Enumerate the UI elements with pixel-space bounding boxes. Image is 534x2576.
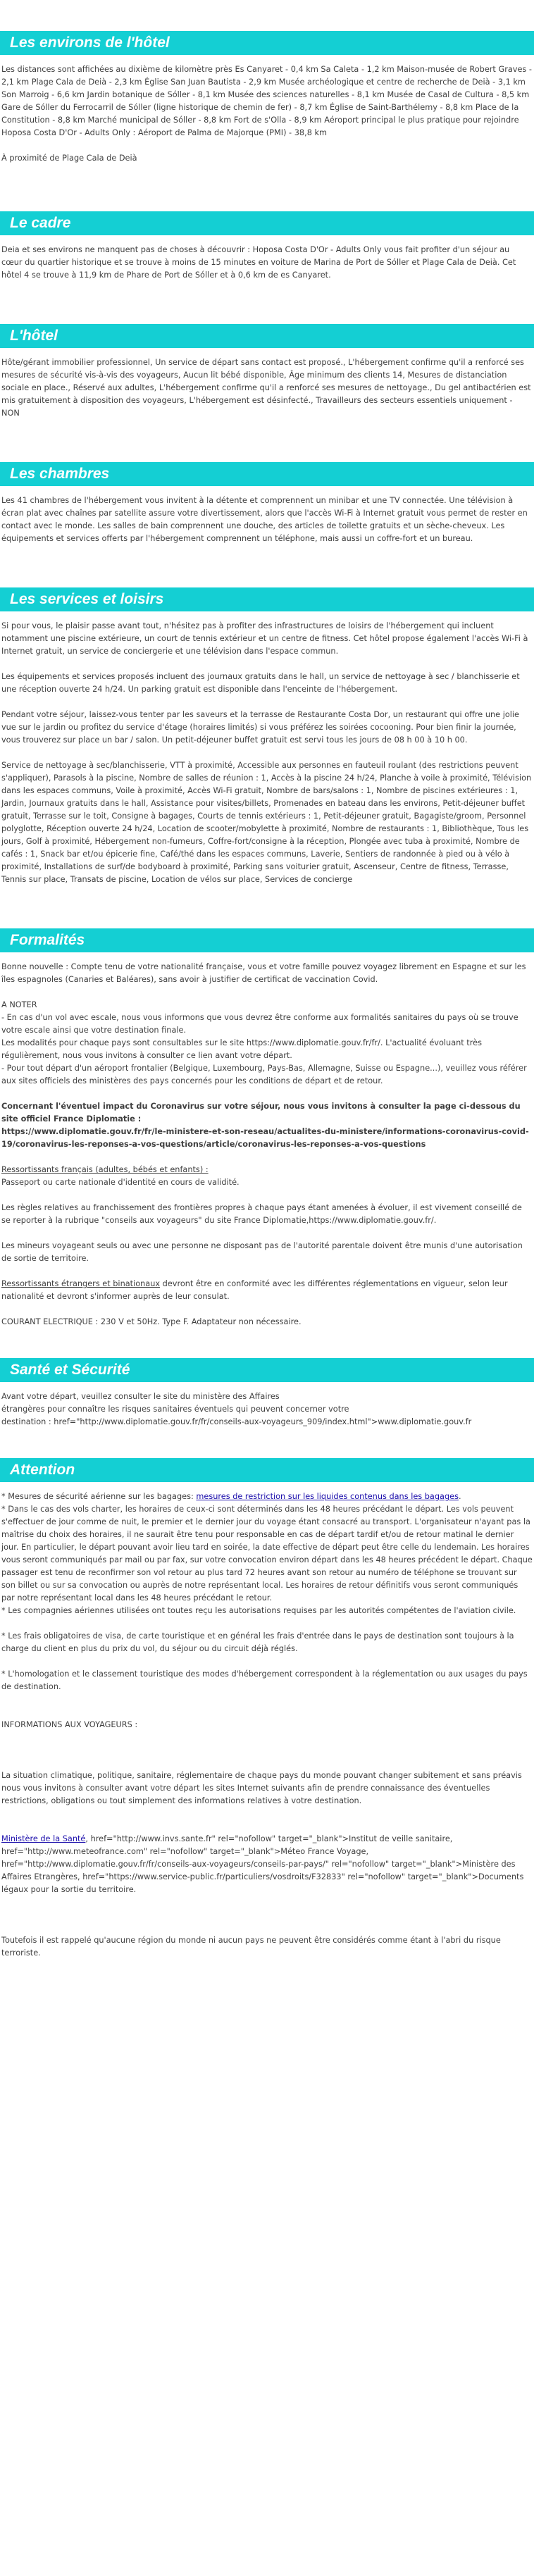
section-title-hotel: L'hôtel [0, 324, 534, 348]
section-title-sante: Santé et Sécurité [0, 1358, 534, 1382]
section-chambres [0, 486, 534, 545]
mesures-securite [1, 1491, 533, 1503]
services-list: Service de nettoyage à sec/blanchisserie, VTT à proximité, Accessible aux personnes en fauteuil roulant (des restrictions peuvent s'appliquer), Parasols à la piscine, Nombre de salles de réunion : 1, Accès à la piscine 24 h/24, Planche à voile à proximité, Télévision dans les espaces communs, Voile à proximité, Accès Wi-Fi gratuit, Nombre de bars/salons : 1, Nombre de piscines extérieures : 1, Jardin, Journaux gratuits dans le hall, Assistance pour visites/billets, Promenades en bateau dans les environs, Petit-déjeuner buffet gratuit, Terrasse sur le toit, Consigne à bagages, Courts de tennis extérieurs : 1, Petit-déjeuner gratuit, Bagagiste/groom, Personnel polyglotte, Réception ouverte 24 h/24, Location de scooter/mobylette à proximité, Nombre de restaurants : 1, Bibliothèque, Tous les jours, Golf à proximité, Hébergement non-fumeurs, Coffre-fort/consigne à la réception, Plongée avec tuba à proximité, Nombre de cafés : 1, Snack bar et/ou épicerie fine, Café/thé dans les espaces communs, Laverie, Sentiers de randonnée à pied ou à vélo à proximité, Installations de surf/de bodyboard à proximité, Parking sans voiturier gratuit, Ascenseur, Centre de fitness, Terrasse, Tennis sur place, Transats de piscine, Location de vélos sur place, Services de concierge [1, 761, 532, 884]
mesures-suffix: . [458, 1492, 461, 1501]
services-leisure: Si pour vous, le plaisir passe avant tout, n'hésitez pas à profiter des infrastructures de loisirs de l'hébergement qui incluent notamment une piscine extérieure, un court de tennis extérieur et un centre de fitness. Cet hôtel propose également l'accès Wi-Fi à Internet gratuit, un service de conciergerie et une télévision dans l'espace commun. [1, 621, 528, 656]
ministere-sante-link[interactable]: Ministère de la Santé [1, 1834, 86, 1843]
compagnies-aeriennes: * Les compagnies aériennes utilisées ont toutes reçu les autorisations requises par les autorités compétentes de l'aviation civile. [1, 1606, 516, 1615]
services-restaurant: Pendant votre séjour, laissez-vous tenter par les saveurs et la terrasse de Restaurante Costa Dor, un restaurant qui offre une jolie vue sur le jardin ou profitez du service d'étage (horaires limités) si vous préférez les soirées cocooning. Pour bien finir la journée, vous trouverez sur place un bar / salon. Un petit-déjeuner buffet gratuit est servi tous les jours de 08 h 00 à 10 h 00. [1, 710, 519, 745]
section-services [0, 611, 534, 886]
section-title-services: Les services et loisirs [0, 587, 534, 611]
vols-charter: * Dans le cas des vols charter, les horaires de ceux-ci sont déterminés dans les 48 heures précédant le départ. Les vols peuvent s'effectuer de jour comme de nuit, le premier et le dernier jour du voyage étant consacré au transport. L'organisateur n'ayant pas la maîtrise du choix des horaires, il ne saurait être tenu pour responsable en cas de départ tardif et/ou de retour matinal le dernier jour. En particulier, le départ pouvant avoir lieu tard en soirée, la date effective de départ peut être celle du lendemain. Les horaires vous seront communiqués par mail ou par fax, sur votre convocation environ départ dans les 48 heures précédent le départ. Chaque passager est tenu de reconfirmer son vol retour au plus tard 72 heures avant son retour au numéro de téléphone se trouvant sur son billet ou sur sa convocation ou auprès de notre représentant local. Les horaires de retour définitifs vous seront communiqués par notre représentant local dans les 48 heures précédant le retour. [1, 1505, 533, 1603]
section-title-environs: Les environs de l'hôtel [0, 31, 534, 55]
sante-line-2: étrangères pour connaître les risques sanitaires éventuels qui peuvent concerner votre [1, 1405, 349, 1414]
note-title: A NOTER [1, 1000, 37, 1009]
section-cadre [0, 235, 534, 282]
mineurs-text: Les mineurs voyageant seuls ou avec une personne ne disposant pas de l'autorité parentale doivent être munis d'une autorisation de sortie de territoire. [1, 1241, 523, 1263]
covid-link[interactable]: https://www.diplomatie.gouv.fr/fr/le-ministere-et-son-reseau/actualites-du-ministere/informations-coronavirus-covid-19/coronavirus-les-reponses-a-vos-questions/article/coronavirus-les-reponses-a-vos-questions [1, 1127, 529, 1149]
services-equipment: Les équipements et services proposés incluent des journaux gratuits dans le hall, un service de nettoyage à sec / blanchisserie et une réception ouverte 24 h/24. Un parking gratuit est disponible dans l'enceinte de l'hébergement. [1, 672, 520, 694]
hotel-text: Hôte/gérant immobilier professionnel, Un service de départ sans contact est proposé., L'hébergement confirme qu'il a renforcé ses mesures de sécurité vis-à-vis des voyageurs, Aucun lit bébé disponible, Âge minimum des clients 14, Mesures de distanciation sociale en place., Réservé aux adultes, L'hébergement confirme qu'il a renforcé ses mesures de nettoyage., Du gel antibactérien est mis gratuitement à disposition des voyageurs, L'hébergement est désinfecté., Travailleurs des secteurs essentiels uniquement - NON [1, 358, 531, 418]
consulter-text: nous vous invitons à consulter avant votre départ les sites Internet suivants afin de prendre connaissance des éventuelles restrictions, obligations ou tout simplement des informations relatives à votre destination. [1, 1784, 490, 1805]
formalites-intro: Bonne nouvelle : Compte tenu de votre nationalité française, vous et votre famille pouvez voyagez librement en Espagne et sur les îles espagnoles (Canaries et Baléares), sans avoir à justifier de certificat de vaccination Covid. [1, 962, 526, 984]
covid-title: Concernant l'éventuel impact du Coronavirus sur votre séjour, nous vous invitons à consulter la page ci-dessous du site officiel France Diplomatie : [1, 1102, 521, 1124]
sante-line-1: Avant votre départ, veuillez consulter le site du ministère des Affaires [1, 1392, 280, 1401]
section-environs [0, 55, 534, 165]
regles-frontieres: Les règles relatives au franchissement des frontières propres à chaque pays étant amenées à évoluer, il est vivement conseillé de se reporter à la rubrique "conseils aux voyageurs" du site France Diplomatie,https://www.diplomatie.gouv.fr/. [1, 1203, 522, 1225]
informations-voyageurs-title: INFORMATIONS AUX VOYAGEURS : [1, 1720, 138, 1729]
section-sante [0, 1382, 534, 1429]
cadre-text: Deia et ses environs ne manquent pas de choses à découvrir : Hoposa Costa D'Or - Adults Only vous fait profiter d'un séjour au cœur du quartier historique et se trouve à moins de 15 minutes en voiture de Marina de Port de Sóller et Plage Cala de Deià. Cet hôtel 4 se trouve à 11,9 km de Phare de Port de Sóller et à 0,6 km de es Canyaret. [1, 245, 516, 280]
courant-electrique: COURANT ELECTRIQUE : 230 V et 50Hz. Type F. Adaptateur non nécessaire. [1, 1317, 302, 1326]
note-aeroport-frontalier: - Pour tout départ d'un aéroport frontalier (Belgique, Luxembourg, Pays-Bas, Allemagne, Suisse ou Espagne...), veuillez vous référer aux sites officiels des ministères des pays concernés pour les conditions de départ et de retour. [1, 1064, 527, 1085]
ressortissants-etrangers [1, 1278, 533, 1303]
mesures-prefix: * Mesures de sécurité aérienne sur les bagages: [1, 1492, 197, 1501]
note-modalites: Les modalités pour chaque pays sont consultables sur le site https://www.diplomatie.gouv.fr/fr/. L'actualité évoluant très régulièrement, nous vous invitons à consulter ce lien avant votre départ. [1, 1038, 482, 1060]
sites-links [1, 1833, 533, 1896]
section-title-formalites: Formalités [0, 928, 534, 952]
ressortissants-francais-text: Passeport ou carte nationale d'identité en cours de validité. [1, 1178, 240, 1187]
ressortissants-etrangers-title: Ressortissants étrangers et binationaux [1, 1279, 161, 1288]
environs-nearest: À proximité de Plage Cala de Deià [1, 154, 137, 163]
chambres-text: Les 41 chambres de l'hébergement vous invitent à la détente et comprennent un minibar et une TV connectée. Une télévision à écran plat avec chaînes par satellite assure votre divertissement, alors que l'accès Wi-Fi à Internet gratuit vous permet de rester en contact avec le monde. Les salles de bain comprennent une douche, des articles de toilette gratuits et un sèche-cheveux. Les équipements et services offerts par l'hébergement comprennent un téléphone, mais aussi un coffre-fort et un bureau. [1, 496, 528, 543]
section-title-cadre: Le cadre [0, 211, 534, 235]
section-attention [0, 1482, 534, 1960]
section-formalites [0, 952, 534, 1329]
ressortissants-etrangers-text: devront être en conformité avec les différentes réglementations en vigueur, selon leur nationalité et devront s'informer auprès de leur consulat. [1, 1279, 508, 1301]
sites-links-rest: , href="http://www.invs.sante.fr" rel="nofollow" target="_blank">Institut de veille sanitaire, href="http://www.meteofrance.com" rel="nofollow" target="_blank">Méteo France Voyage, href="http://www.diplomatie.gouv.fr/fr/conseils-aux-voyageurs/conseils-par-pays/" rel="nofollow" target="_blank">Ministère des Affaires Etrangères, href="https://www.service-public.fr/particuliers/vosdroits/F32833" rel="nofollow" target="_blank">Documents légaux pour la sortie du territoire. [1, 1834, 524, 1894]
section-hotel [0, 348, 534, 420]
sante-line-3: destination : href="http://www.diplomatie.gouv.fr/fr/conseils-aux-voyageurs_909/index.html">www.diplomatie.gouv.fr [1, 1417, 472, 1426]
homologation: * L'homologation et le classement touristique des modes d'hébergement correspondent à la réglementation ou aux usages du pays de destination. [1, 1669, 528, 1691]
liquides-restriction-link[interactable]: mesures de restriction sur les liquides contenus dans les bagages [196, 1492, 459, 1501]
ressortissants-francais-title: Ressortissants français (adultes, bébés et enfants) : [1, 1165, 209, 1174]
section-title-attention: Attention [0, 1458, 534, 1482]
environs-distances: Les distances sont affichées au dixième de kilomètre près Es Canyaret - 0,4 km Sa Caleta - 1,2 km Maison-musée de Robert Graves - 2,1 km Plage Cala de Deià - 2,3 km Église San Juan Bautista - 2,9 km Musée archéologique et centre de recherche de Deià - 3,1 km Son Marroig - 6,6 km Jardin botanique de Sóller - 8,1 km Musée des sciences naturelles - 8,1 km Musée de Casal de Cultura - 8,5 km Gare de Sóller du Ferrocarril de Sóller (ligne historique de chemin de fer) - 8,7 km Église de Saint-Barthélemy - 8,8 km Place de la Constitution - 8,8 km Marché municipal de Sóller - 8,8 km Fort de s'Olla - 8,9 km Aéroport principal le plus pratique pour rejoindre Hoposa Costa D'Or - Adults Only : Aéroport de Palma de Majorque (PMI) - 38,8 km [1, 65, 532, 137]
risque-terroriste: Toutefois il est rappelé qu'aucune région du monde ni aucun pays ne peuvent être considérés comme étant à l'abri du risque terroriste. [1, 1936, 501, 1958]
situation-text: La situation climatique, politique, sanitaire, réglementaire de chaque pays du monde pouvant changer subitement et sans préavis [1, 1771, 522, 1780]
frais-obligatoires: * Les frais obligatoires de visa, de carte touristique et en général les frais d'entrée dans le pays de destination sont toujours à la charge du client en plus du prix du vol, du séjour ou du circuit déjà réglés. [1, 1631, 514, 1653]
section-title-chambres: Les chambres [0, 462, 534, 486]
note-escale: - En cas d'un vol avec escale, nous vous informons que vous devrez être conforme aux formalités sanitaires du pays où se trouve votre escale ainsi que votre destination finale. [1, 1013, 519, 1035]
